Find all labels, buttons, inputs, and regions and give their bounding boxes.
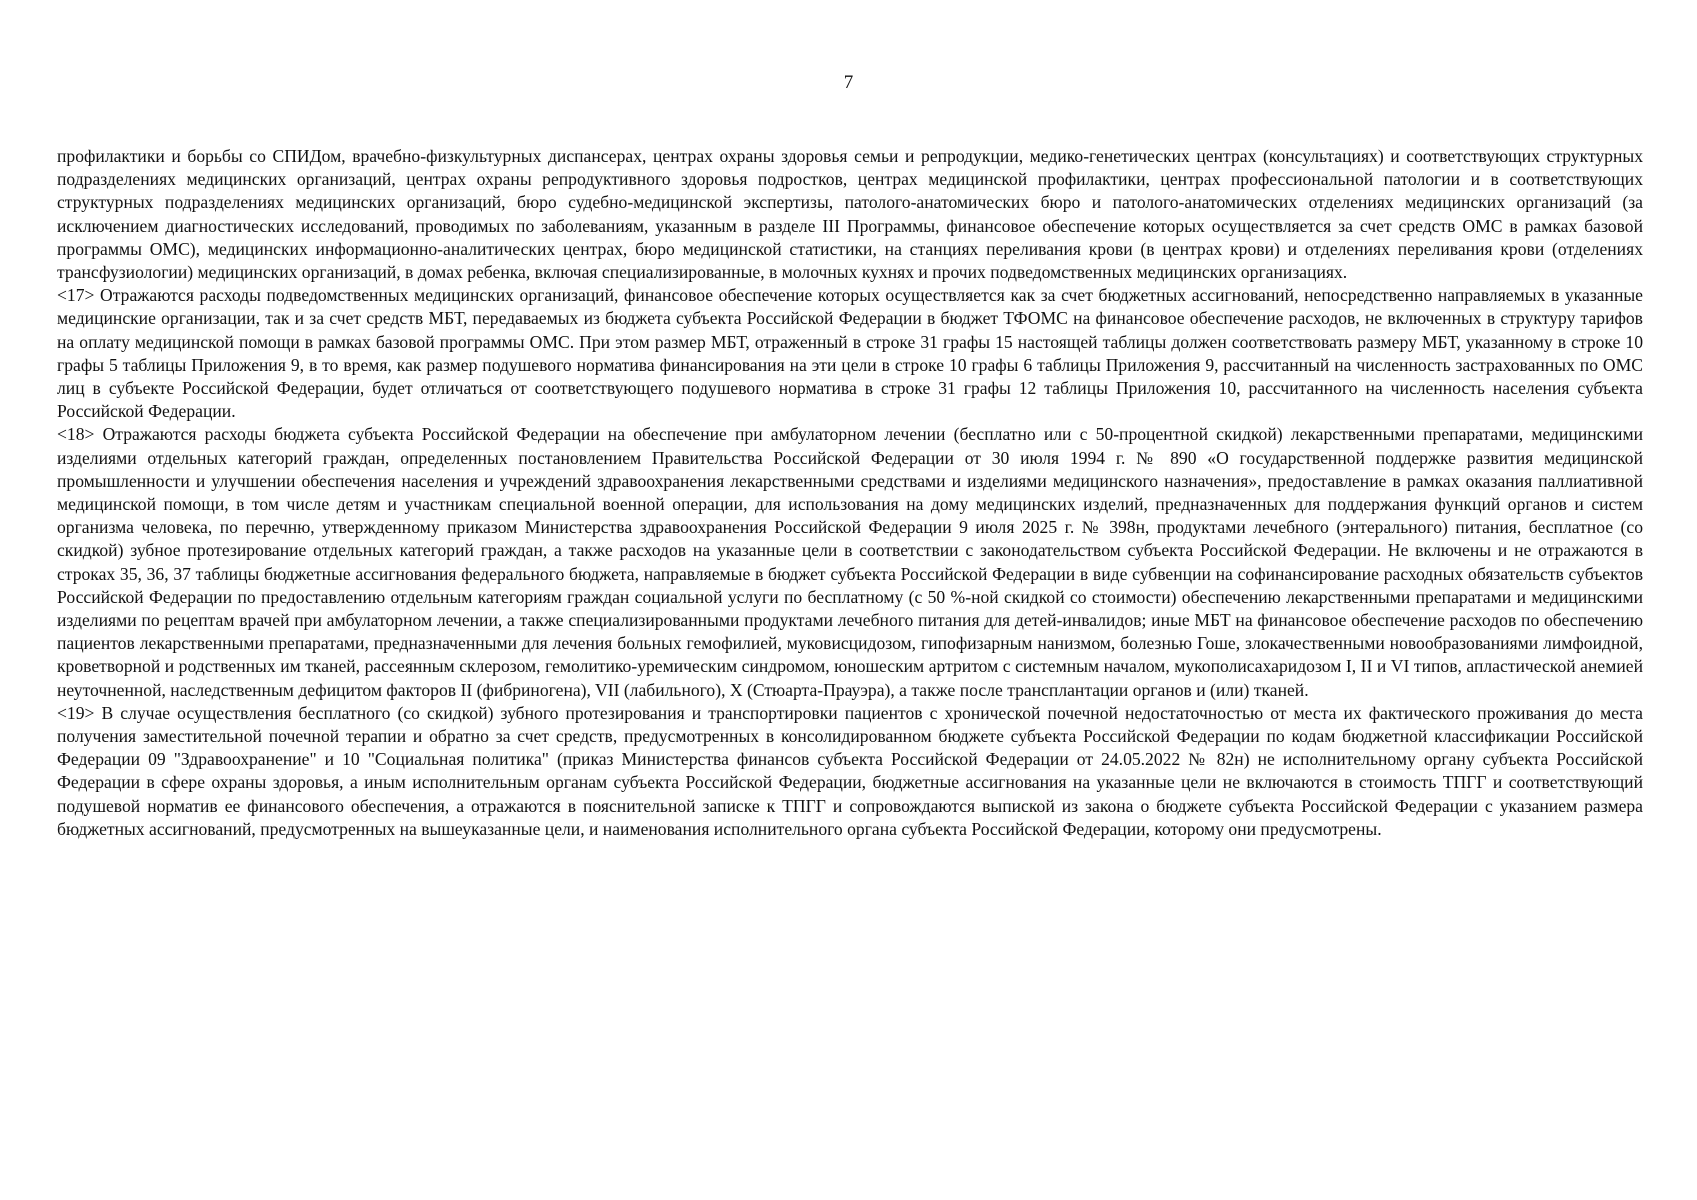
footnote-18: <18> Отражаются расходы бюджета субъекта Российской Федерации на обеспечение при амбулаторном лечении (бесплатно или с 50-процентной скидкой) лекарственными препаратами, медицинскими изделиями отдельных категорий граждан, определенных постановлением Правительства Российской Федерации от 30 июля 1994 г. № 890 «О государственной поддержке развития медицинской промышленности и улучшении обеспечения населения и учреждений здравоохранения лекарственными средствами и изделиями медицинского назначения», предоставление в рамках оказания паллиативной медицинской помощи, в том числе детям и участникам специальной военной операции, для использования на дому медицинских изделий, предназначенных для поддержания функций органов и систем организма человека, по перечню, утвержденному приказом Министерства здравоохранения Российской Федерации 9 июля 2025 г. № 398н, продуктами лечебного (энтерального) питания, бесплатное (со скидкой) зубное протезирование отдельных категорий граждан, а также расходов на указанные цели в соответствии с законодательством субъекта Российской Федерации. Не включены и не отражаются в строках 35, 36, 37 таблицы бюджетные ассигнования федерального бюджета, направляемые в бюджет субъекта Российской Федерации в виде субвенции на софинансирование расходных обязательств субъектов Российской Федерации по предоставлению отдельным категориям граждан социальной услуги по бесплатному (с 50 %-ной скидкой со стоимости) обеспечению лекарственными препаратами и медицинскими изделиями по рецептам врачей при амбулаторном лечении, а также специализированными продуктами лечебного питания для детей-инвалидов; иные МБТ на финансовое обеспечение расходов по обеспечению пациентов лекарственными препаратами, предназначенными для лечения больных гемофилией, муковисцидозом, гипофизарным нанизмом, болезнью Гоше, злокачественными новообразованиями лимфоидной, кроветворной и родственных им тканей, рассеянным склерозом, гемолитико-уремическим синдромом, юношеским артритом с системным началом, мукополисахаридозом I, II и VI типов, апластической анемией неуточненной, наследственным дефицитом факторов II (фибриногена), VII (лабильного), X (Стюарта-Прауэра), а также после трансплантации органов и (или) тканей. xyxy=(57,424,1643,700)
footnote-19: <19> В случае осуществления бесплатного (со скидкой) зубного протезирования и транспортировки пациентов с хронической почечной недостаточностью от места их фактического проживания до места получения заместительной почечной терапии и обратно за счет средств, предусмотренных в консолидированном бюджете субъекта Российской Федерации по кодам бюджетной классификации Российской Федерации 09 "Здравоохранение" и 10 "Социальная политика" (приказ Министерства финансов субъекта Российской Федерации от 24.05.2022 № 82н) не исполнительному органу субъекта Российской Федерации в сфере охраны здоровья, а иным исполнительным органам субъекта Российской Федерации, бюджетные ассигнования на указанные цели не включаются в стоимость ТПГГ и соответствующий подушевой норматив ее финансового обеспечения, а отражаются в пояснительной записке к ТПГГ и сопровождаются выпиской из закона о бюджете субъекта Российской Федерации с указанием размера бюджетных ассигнований, предусмотренных на вышеуказанные цели, и наименования исполнительного органа субъекта Российской Федерации, которому они предусмотрены. xyxy=(57,702,1643,839)
footnote-17: <17> Отражаются расходы подведомственных медицинских организаций, финансовое обеспечение которых осуществляется как за счет бюджетных ассигнований, непосредственно направляемых в указанные медицинские организации, так и за счет средств МБТ, передаваемых из бюджета субъекта Российской Федерации в бюджет ТФОМС на финансовое обеспечение расходов, не включенных в структуру тарифов на оплату медицинской помощи в рамках базовой программы ОМС. При этом размер МБТ, отраженный в строке 31 графы 15 настоящей таблицы должен соответствовать размеру МБТ, указанному в строке 10 графы 5 таблицы Приложения 9, в то время, как размер подушевого норматива финансирования на эти цели в строке 10 графы 6 таблицы Приложения 9, рассчитанный на численность застрахованных по ОМС лиц в субъекте Российской Федерации, будет отличаться от соответствующего подушевого норматива в строке 31 графы 12 таблицы Приложения 10, рассчитанного на численность населения субъекта Российской Федерации. xyxy=(57,285,1643,422)
document-body xyxy=(57,145,1643,841)
page-number: 7 xyxy=(843,72,854,93)
paragraph-continuation: профилактики и борьбы со СПИДом, врачебно-физкультурных диспансерах, центрах охраны здоровья семьи и репродукции, медико-генетических центрах (консультациях) и соответствующих структурных подразделениях медицинских организаций, центрах охраны репродуктивного здоровья подростков, центрах медицинской профилактики, центрах профессиональной патологии и в соответствующих структурных подразделениях медицинских организаций, бюро судебно-медицинской экспертизы, патолого-анатомических бюро и патолого-анатомических отделениях медицинских организаций (за исключением диагностических исследований, проводимых по заболеваниям, указанным в разделе III Программы, финансовое обеспечение которых осуществляется за счет средств ОМС в рамках базовой программы ОМС), медицинских информационно-аналитических центрах, бюро медицинской статистики, на станциях переливания крови (в центрах крови) и отделениях переливания крови (отделениях трансфузиологии) медицинских организаций, в домах ребенка, включая специализированные, в молочных кухнях и прочих подведомственных медицинских организациях. xyxy=(57,146,1643,283)
